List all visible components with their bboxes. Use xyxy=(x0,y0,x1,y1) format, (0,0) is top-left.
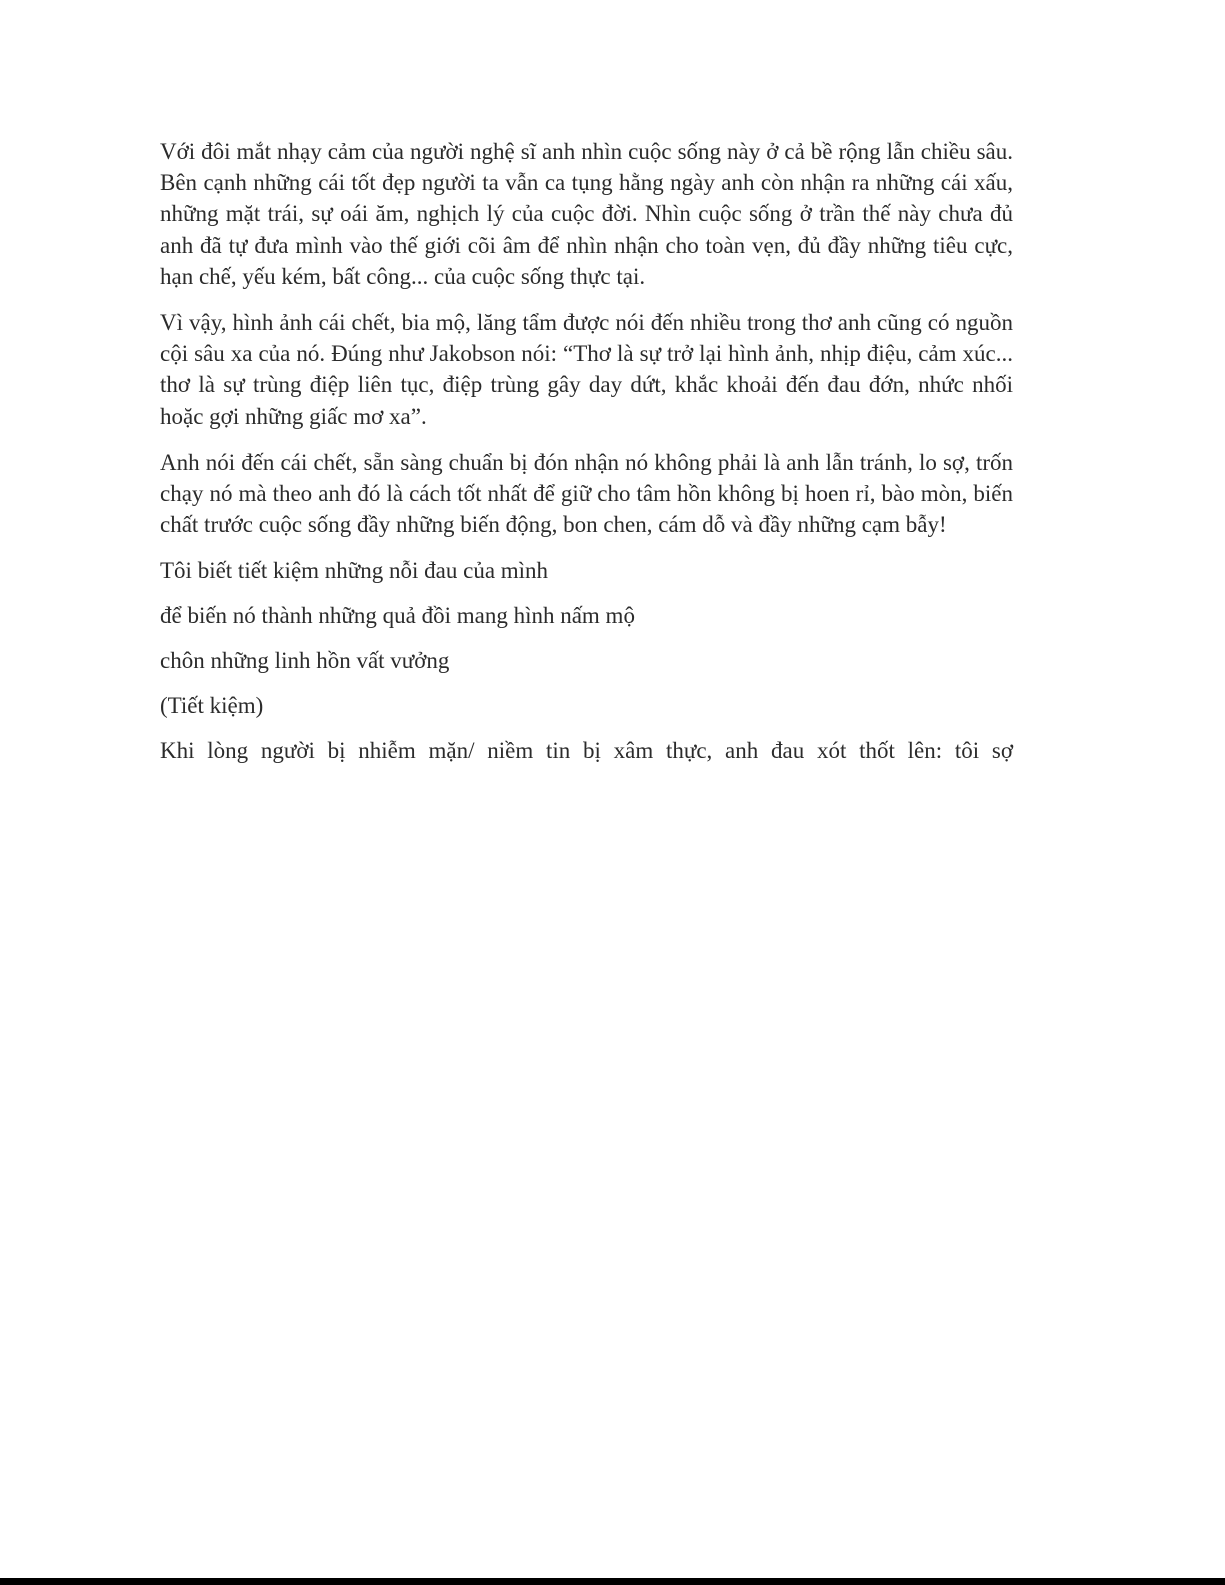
verse-line-1: Tôi biết tiết kiệm những nỗi đau của mình xyxy=(160,558,549,584)
verse-source: (Tiết kiệm) xyxy=(160,693,264,719)
paragraph-4-first-line: Khi lòng người bị nhiễm mặn/ niềm tin bị xâm thực, anh đau xót thốt lên: tôi sợ xyxy=(160,738,1013,764)
paragraph-1: Với đôi mắt nhạy cảm của người nghệ sĩ anh nhìn cuộc sống này ở cả bề rộng lẫn chiều sâu. Bên cạnh những cái tốt đẹp người ta vẫn ca tụng hằng ngày anh còn nhận ra những cái xấu, những mặt trái, sự oái ăm, nghịch lý của cuộc đời. Nhìn cuộc sống ở trần thế này chưa đủ anh đã tự đưa mình vào thế giới cõi âm để nhìn nhận cho toàn vẹn, đủ đầy những tiêu cực, hạn chế, yếu kém, bất công... của cuộc sống thực tại. xyxy=(160,139,1013,289)
paragraph-3: Anh nói đến cái chết, sẵn sàng chuẩn bị đón nhận nó không phải là anh lẫn tránh, lo sợ, trốn chạy nó mà theo anh đó là cách tốt nhất để giữ cho tâm hồn không bị hoen rỉ, bào mòn, biến chất trước cuộc sống đầy những biến động, bon chen, cám dỗ và đầy những cạm bẫy! xyxy=(160,449,1013,538)
verse-line-2: để biến nó thành những quả đồi mang hình nấm mộ xyxy=(160,603,635,629)
paragraph-2: Vì vậy, hình ảnh cái chết, bia mộ, lăng tẩm được nói đến nhiều trong thơ anh cũng có nguồn cội sâu xa của nó. Đúng như Jakobson nói: “Thơ là sự trở lại hình ảnh, nhịp điệu, cảm xúc... thơ là sự trùng điệp liên tục, điệp trùng gây day dứt, khắc khoải đến đau đớn, nhức nhối hoặc gợi những giấc mơ xa”. xyxy=(160,310,1013,429)
bottom-edge-bar xyxy=(0,1578,1225,1585)
text-body xyxy=(160,136,1013,766)
verse-line-3: chôn những linh hồn vất vưởng xyxy=(160,648,450,674)
